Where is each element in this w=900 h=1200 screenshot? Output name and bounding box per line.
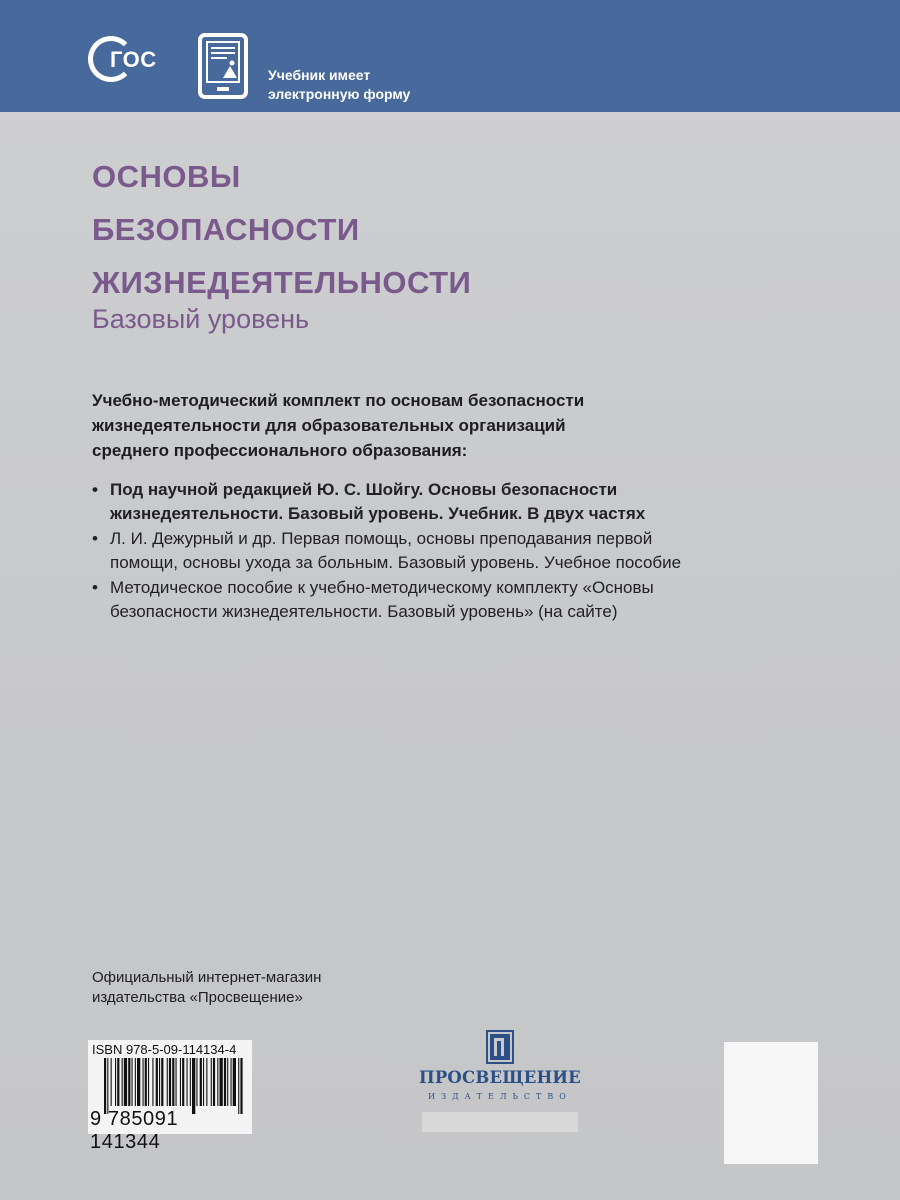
barcode-bar [180, 1058, 181, 1106]
barcode-bar [213, 1058, 215, 1106]
barcode-bar [145, 1058, 147, 1106]
barcode-bar [137, 1058, 140, 1106]
barcode-bar [159, 1058, 160, 1106]
intro-line1: Учебно-методический комплект по основам безопасности [92, 391, 585, 410]
barcode-digits: 9 785091 141344 [90, 1108, 179, 1153]
isbn-barcode [88, 1040, 252, 1153]
title-line1: ОСНОВЫ [92, 159, 241, 194]
barcode-bar [124, 1058, 127, 1106]
item-line: безопасности жизнедеятельности. Базовый уровень» (на сайте) [110, 601, 618, 621]
barcode-bar [122, 1058, 123, 1106]
intro-line3: среднего профессионального образования: [92, 441, 468, 460]
publisher-emblem-icon [486, 1030, 514, 1064]
electronic-form-note [268, 66, 410, 104]
fgos-logo [88, 36, 170, 92]
barcode-bar [107, 1058, 108, 1114]
barcode-bar [231, 1058, 232, 1106]
barcode-bar [156, 1058, 158, 1106]
barcode-bar [224, 1058, 226, 1106]
barcode-bar [203, 1058, 204, 1106]
title-line2: БЕЗОПАСНОСТИ [92, 212, 360, 247]
barcode-bar [240, 1058, 242, 1114]
barcode-bar [135, 1058, 136, 1106]
isbn-text: ISBN 978-5-09-114134-4 [92, 1042, 237, 1057]
title-line3: ЖИЗНЕДЕЯТЕЛЬНОСТИ [92, 265, 472, 300]
barcode-bar [115, 1058, 116, 1106]
item-line: жизнедеятельности. Базовый уровень. Учебник. В двух частях [110, 503, 646, 523]
book-subtitle: Базовый уровень [92, 304, 310, 334]
eform-line1: Учебник имеет [268, 67, 371, 83]
item-line: • Под научной редакцией Ю. С. Шойгу. Основы безопасности [110, 480, 618, 499]
item-line: • Методическое пособие к учебно-методическому комплекту «Основы [110, 578, 654, 597]
barcode-bar [238, 1058, 239, 1114]
kit-items-list [92, 478, 792, 625]
barcode-bar [187, 1058, 188, 1106]
barcode-bar [132, 1058, 133, 1106]
book-title [92, 150, 471, 309]
list-item [92, 478, 792, 525]
shop-line1: Официальный интернет-магазин [92, 969, 322, 986]
shop-line2: издательства «Просвещение» [92, 989, 303, 1006]
barcode-bar [143, 1058, 144, 1106]
barcode-bars [104, 1058, 244, 1114]
blank-label-area [724, 1042, 818, 1164]
barcode-bar [190, 1058, 191, 1106]
barcode-bar [117, 1058, 119, 1106]
list-item [92, 527, 792, 574]
barcode-bar [192, 1058, 195, 1114]
barcode-bar [200, 1058, 202, 1106]
fgos-logo-text: ГОС [110, 47, 157, 72]
publisher-logo [414, 1030, 586, 1130]
publisher-name: ПРОСВЕЩЕНИЕ [419, 1068, 581, 1087]
barcode-bar [148, 1058, 149, 1106]
header-band [0, 0, 900, 112]
barcode-bar [206, 1058, 207, 1106]
barcode-bar [227, 1058, 228, 1106]
barcode-bar [104, 1058, 106, 1114]
official-shop-note [92, 968, 321, 1008]
barcode-bar [233, 1058, 236, 1106]
barcode-bar [182, 1058, 184, 1106]
barcode-bar [128, 1058, 130, 1106]
item-line: • Л. И. Дежурный и др. Первая помощь, основы преподавания первой [110, 529, 653, 548]
barcode-bar [176, 1058, 177, 1106]
list-item [92, 576, 792, 623]
barcode-bar [152, 1058, 153, 1106]
kit-intro [92, 388, 732, 463]
barcode-bar [217, 1058, 218, 1106]
barcode-bar [169, 1058, 171, 1106]
item-line: помощи, основы ухода за больным. Базовый уровень. Учебное пособие [110, 552, 682, 572]
barcode-bar [196, 1058, 197, 1106]
eform-line2: электронную форму [268, 86, 411, 102]
barcode-bar [211, 1058, 212, 1106]
barcode-bar [111, 1058, 112, 1106]
barcode-bar [167, 1058, 168, 1106]
barcode-bar [220, 1058, 223, 1106]
price-sticker [422, 1112, 578, 1132]
publisher-subtitle: ИЗДАТЕЛЬСТВО [428, 1092, 572, 1101]
barcode-bar [161, 1058, 163, 1106]
barcode-bar [172, 1058, 174, 1106]
intro-line2: жизнедеятельности для образовательных организаций [92, 416, 566, 435]
tablet-icon [197, 32, 249, 100]
